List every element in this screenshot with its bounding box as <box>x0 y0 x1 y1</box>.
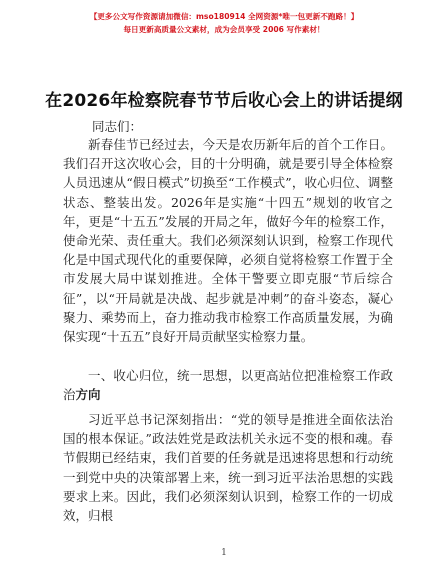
paragraph-section-1: 习近平总书记深刻指出：“党的领导是推进全面依法治国的根本保证。”政法姓党是政法机关永远不变的根和魂。春节假期已经结束，我们首要的任务就是迅速将思想和行动统一到党中央的决策部署上来，统一到习近平法治思想的实践要求上来。因此，我们必须深刻认识到，检察工作的一切成效，归根 <box>63 412 393 524</box>
section-heading-1 <box>63 366 393 404</box>
paragraph-intro: 新春佳节已经过去，今天是农历新年后的首个工作日。我们召开这次收心会，目的十分明确，就是要引导全体检察人员迅速从“假日模式”切换至“工作模式”，收心归位、调整状态、整装出发。2026年是实施“十四五”规划的收官之年，更是“十五五”发展的开局之年，做好今年的检察工作，使命光荣、责任重大。我们必须深刻认识到，检察工作现代化是中国式现代化的重要保障，必须自觉将检察工作置于全市发展大局中谋划推进。全体干警要立即克服“节后综合征”，以“开局就是决战、起步就是冲刺”的奋斗姿态，凝心聚力、乘势而上，奋力推动我市检察工作高质量发展，为确保实现“十五五”良好开局贡献坚实检察力量。 <box>63 137 393 345</box>
promo-banner <box>0 10 448 36</box>
greeting: 同志们： <box>92 119 143 134</box>
document-title: 在2026年检察院春节节后收心会上的讲话提纲 <box>45 91 403 111</box>
promo-banner-line1: 【更多公文写作资源请加微信：mso180914 全网资源*唯一包更新不跑路！】 <box>89 12 359 21</box>
section-heading-1-tail: 方向 <box>75 387 101 403</box>
section-heading-1-lead: 一、收心归位，统一思想，以更高站位把准检察工作政治 <box>63 368 393 403</box>
page-number: 1 <box>221 548 227 558</box>
promo-banner-line2: 每日更新高质量公文素材，成为会员享受 2006 写作素材！ <box>123 25 325 34</box>
